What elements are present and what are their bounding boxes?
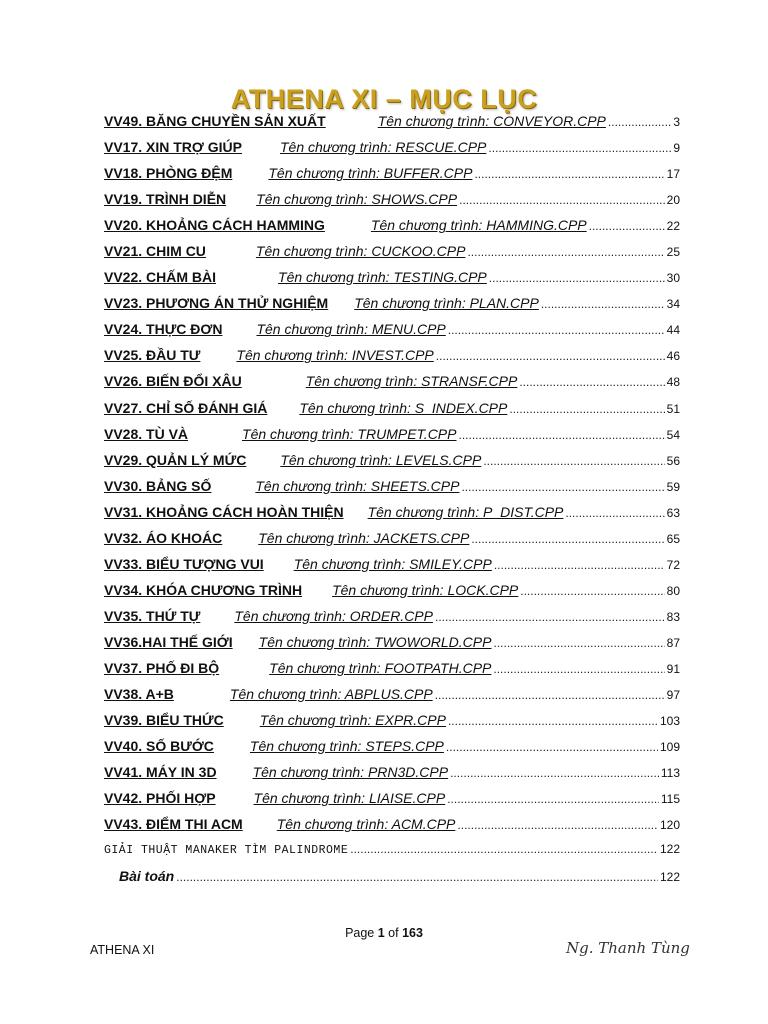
entry-title: VV22. CHẤM BÀI bbox=[104, 269, 217, 286]
entry-program-name: Tên chương trình: CUCKOO.CPP bbox=[255, 243, 466, 260]
dot-leader bbox=[459, 193, 665, 207]
entry-title: VV17. XIN TRỢ GIÚP bbox=[104, 139, 242, 156]
toc-entry[interactable] bbox=[104, 165, 680, 191]
entry-program-name: Tên chương trình: TESTING.CPP bbox=[278, 269, 487, 286]
entry-page-number: 109 bbox=[659, 740, 680, 755]
table-of-contents bbox=[104, 113, 680, 894]
toc-entry[interactable] bbox=[104, 400, 680, 426]
entry-page-number: 97 bbox=[666, 688, 680, 703]
entry-program-name: Tên chương trình: S_INDEX.CPP bbox=[299, 399, 508, 416]
entry-page-number: 91 bbox=[666, 661, 680, 676]
toc-entry[interactable] bbox=[104, 113, 680, 139]
entry-program-name: Tên chương trình: SHEETS.CPP bbox=[255, 477, 460, 494]
entry-title: VV29. QUẢN LÝ MỨC bbox=[104, 451, 247, 468]
dot-leader bbox=[467, 245, 664, 259]
entry-page-number: 25 bbox=[666, 245, 680, 260]
author-signature: Ng. Thanh Tùng bbox=[566, 939, 690, 957]
entry-program-name: Tên chương trình: ORDER.CPP bbox=[234, 607, 433, 624]
dot-leader bbox=[448, 323, 665, 337]
entry-title: VV25. ĐẦU TƯ bbox=[104, 347, 201, 364]
toc-entry[interactable] bbox=[104, 634, 680, 660]
toc-entry[interactable] bbox=[104, 660, 680, 686]
entry-program-name: Tên chương trình: CONVEYOR.CPP bbox=[377, 113, 606, 129]
entry-program-name: Tên chương trình: ABPLUS.CPP bbox=[229, 686, 433, 703]
entry-program-name: Tên chương trình: MENU.CPP bbox=[256, 321, 446, 338]
entry-title: VV26. BIẾN ĐỔI XÂU bbox=[104, 373, 242, 390]
entry-page-number: 72 bbox=[666, 557, 680, 572]
entry-page-number: 9 bbox=[673, 141, 680, 156]
dot-leader bbox=[447, 792, 659, 806]
toc-entry[interactable] bbox=[104, 191, 680, 217]
dot-leader bbox=[483, 454, 664, 468]
toc-entry[interactable] bbox=[104, 269, 680, 295]
entry-page-number: 34 bbox=[666, 297, 680, 312]
dot-leader bbox=[589, 219, 665, 233]
entry-title: VV36.HAI THẾ GIỚI bbox=[104, 633, 233, 650]
entry-title: Bài toán bbox=[119, 868, 175, 885]
toc-entry[interactable] bbox=[104, 790, 680, 816]
dot-leader bbox=[488, 141, 671, 155]
entry-title: VV37. PHỐ ĐI BỘ bbox=[104, 659, 220, 676]
toc-entry[interactable] bbox=[104, 842, 680, 868]
entry-title: VV27. CHỈ SỐ ĐÁNH GIÁ bbox=[104, 399, 268, 416]
dot-leader bbox=[435, 688, 665, 702]
entry-program-name: Tên chương trình: JACKETS.CPP bbox=[258, 529, 470, 546]
entry-page-number: 122 bbox=[659, 870, 680, 885]
entry-page-number: 22 bbox=[666, 219, 680, 234]
entry-page-number: 83 bbox=[666, 609, 680, 624]
dot-leader bbox=[493, 662, 664, 676]
entry-title: VV42. PHỐI HỢP bbox=[104, 790, 216, 807]
entry-title: VV38. A+B bbox=[104, 686, 174, 703]
dot-leader bbox=[520, 584, 664, 598]
entry-title: VV49. BĂNG CHUYỀN SẢN XUẤT bbox=[104, 113, 326, 129]
toc-entry[interactable] bbox=[104, 738, 680, 764]
entry-program-name: Tên chương trình: LEVELS.CPP bbox=[280, 451, 482, 468]
entry-program-name: Tên chương trình: FOOTPATH.CPP bbox=[269, 659, 492, 676]
entry-title: VV24. THỰC ĐƠN bbox=[104, 321, 223, 338]
dot-leader bbox=[489, 271, 665, 285]
entry-title: VV31. KHOẢNG CÁCH HOÀN THIỆN bbox=[104, 503, 344, 520]
dot-leader bbox=[471, 532, 664, 546]
page-prefix: Page bbox=[345, 926, 378, 940]
dot-leader bbox=[457, 818, 658, 832]
entry-program-name: Tên chương trình: INVEST.CPP bbox=[236, 347, 434, 364]
toc-entry[interactable] bbox=[104, 608, 680, 634]
entry-program-name: Tên chương trình: TWOWORLD.CPP bbox=[258, 633, 492, 650]
entry-program-name: Tên chương trình: PLAN.CPP bbox=[354, 295, 539, 312]
toc-entry[interactable] bbox=[104, 556, 680, 582]
toc-entry[interactable] bbox=[104, 347, 680, 373]
toc-entry[interactable] bbox=[104, 426, 680, 452]
entry-program-name: Tên chương trình: PRN3D.CPP bbox=[252, 764, 449, 781]
dot-leader bbox=[461, 480, 664, 494]
toc-entry[interactable] bbox=[104, 295, 680, 321]
dot-leader bbox=[565, 506, 664, 520]
toc-entry[interactable] bbox=[104, 530, 680, 556]
dot-leader bbox=[350, 842, 658, 856]
entry-page-number: 65 bbox=[666, 531, 680, 546]
toc-entry[interactable] bbox=[104, 712, 680, 738]
entry-page-number: 122 bbox=[659, 842, 680, 857]
dot-leader bbox=[458, 428, 664, 442]
entry-page-number: 51 bbox=[666, 401, 680, 416]
page-total: 163 bbox=[402, 926, 423, 940]
page-current: 1 bbox=[377, 926, 385, 940]
entry-title: VV40. SỐ BƯỚC bbox=[104, 738, 214, 755]
entry-title: VV19. TRÌNH DIỄN bbox=[104, 191, 227, 208]
entry-page-number: 3 bbox=[673, 115, 680, 129]
dot-leader bbox=[436, 349, 665, 363]
entry-title: VV28. TÙ VÀ bbox=[104, 425, 189, 442]
toc-entry[interactable] bbox=[104, 217, 680, 243]
toc-entry[interactable] bbox=[104, 582, 680, 608]
toc-entry[interactable] bbox=[104, 764, 680, 790]
dot-leader bbox=[176, 870, 658, 884]
entry-page-number: 59 bbox=[666, 479, 680, 494]
entry-page-number: 120 bbox=[659, 818, 680, 833]
entry-page-number: 30 bbox=[666, 271, 680, 286]
entry-page-number: 46 bbox=[666, 349, 680, 364]
entry-title: VV20. KHOẢNG CÁCH HAMMING bbox=[104, 217, 325, 234]
entry-program-name: Tên chương trình: ACM.CPP bbox=[276, 816, 456, 833]
entry-program-name: Tên chương trình: RESCUE.CPP bbox=[279, 139, 487, 156]
toc-entry[interactable] bbox=[104, 243, 680, 269]
dot-leader bbox=[608, 115, 671, 129]
entry-page-number: 48 bbox=[666, 375, 680, 390]
entry-program-name: Tên chương trình: LIAISE.CPP bbox=[253, 790, 446, 807]
entry-title: VV23. PHƯƠNG ÁN THỬ NGHIỆM bbox=[104, 295, 329, 312]
entry-program-name: Tên chương trình: SMILEY.CPP bbox=[293, 555, 492, 572]
entry-page-number: 56 bbox=[666, 453, 680, 468]
toc-entry[interactable] bbox=[104, 321, 680, 347]
dot-leader bbox=[446, 740, 658, 754]
page-number bbox=[0, 926, 768, 940]
dot-leader bbox=[450, 766, 659, 780]
toc-entry[interactable] bbox=[104, 452, 680, 478]
entry-title: VV43. ĐIỂM THI ACM bbox=[104, 816, 243, 833]
entry-program-name: Tên chương trình: BUFFER.CPP bbox=[268, 165, 473, 182]
dot-leader bbox=[509, 402, 664, 416]
dot-leader bbox=[541, 297, 665, 311]
dot-leader bbox=[448, 714, 658, 728]
entry-title: VV33. BIỂU TƯỢNG VUI bbox=[104, 555, 264, 572]
entry-title: VV41. MÁY IN 3D bbox=[104, 764, 217, 781]
toc-entry[interactable] bbox=[104, 816, 680, 842]
entry-title: VV21. CHIM CU bbox=[104, 243, 206, 260]
entry-program-name: Tên chương trình: STRANSF.CPP bbox=[305, 373, 518, 390]
entry-page-number: 113 bbox=[660, 766, 680, 781]
entry-program-name: Tên chương trình: LOCK.CPP bbox=[332, 581, 519, 598]
dot-leader bbox=[519, 375, 664, 389]
entry-title: VV32. ÁO KHOÁC bbox=[104, 529, 223, 546]
entry-page-number: 54 bbox=[666, 427, 680, 442]
entry-page-number: 44 bbox=[666, 323, 680, 338]
entry-page-number: 63 bbox=[666, 505, 680, 520]
toc-entry[interactable] bbox=[104, 868, 680, 894]
entry-program-name: Tên chương trình: TRUMPET.CPP bbox=[242, 425, 457, 442]
entry-page-number: 17 bbox=[666, 167, 680, 182]
entry-title: VV30. BẢNG SỐ bbox=[104, 477, 212, 494]
entry-title: VV34. KHÓA CHƯƠNG TRÌNH bbox=[104, 581, 303, 598]
page-title: ATHENA XI – MỤC LỤC bbox=[230, 84, 538, 114]
entry-program-name: Tên chương trình: P_DIST.CPP bbox=[367, 503, 564, 520]
toc-entry[interactable] bbox=[104, 373, 680, 399]
dot-leader bbox=[435, 610, 665, 624]
entry-program-name: Tên chương trình: SHOWS.CPP bbox=[256, 191, 458, 208]
dot-leader bbox=[493, 636, 664, 650]
entry-title: VV18. PHÒNG ĐỆM bbox=[104, 165, 233, 182]
entry-title: VV39. BIỂU THỨC bbox=[104, 712, 224, 729]
entry-page-number: 87 bbox=[666, 635, 680, 650]
toc-entry[interactable] bbox=[104, 139, 680, 165]
entry-page-number: 20 bbox=[666, 193, 680, 208]
page-mid: of bbox=[384, 926, 403, 940]
entry-title: GIẢI THUẬT MANAKER TÌM PALINDROME bbox=[104, 844, 349, 858]
entry-page-number: 103 bbox=[659, 714, 680, 729]
entry-page-number: 80 bbox=[666, 583, 680, 598]
toc-entry[interactable] bbox=[104, 478, 680, 504]
toc-entry[interactable] bbox=[104, 686, 680, 712]
footer-left-text: ATHENA XI bbox=[90, 943, 155, 957]
dot-leader bbox=[474, 167, 664, 181]
entry-title: VV35. THỨ TỰ bbox=[104, 607, 201, 624]
dot-leader bbox=[494, 558, 665, 572]
toc-entry[interactable] bbox=[104, 504, 680, 530]
entry-program-name: Tên chương trình: STEPS.CPP bbox=[249, 738, 444, 755]
entry-page-number: 115 bbox=[660, 792, 680, 807]
entry-program-name: Tên chương trình: HAMMING.CPP bbox=[370, 217, 587, 234]
entry-program-name: Tên chương trình: EXPR.CPP bbox=[259, 712, 446, 729]
